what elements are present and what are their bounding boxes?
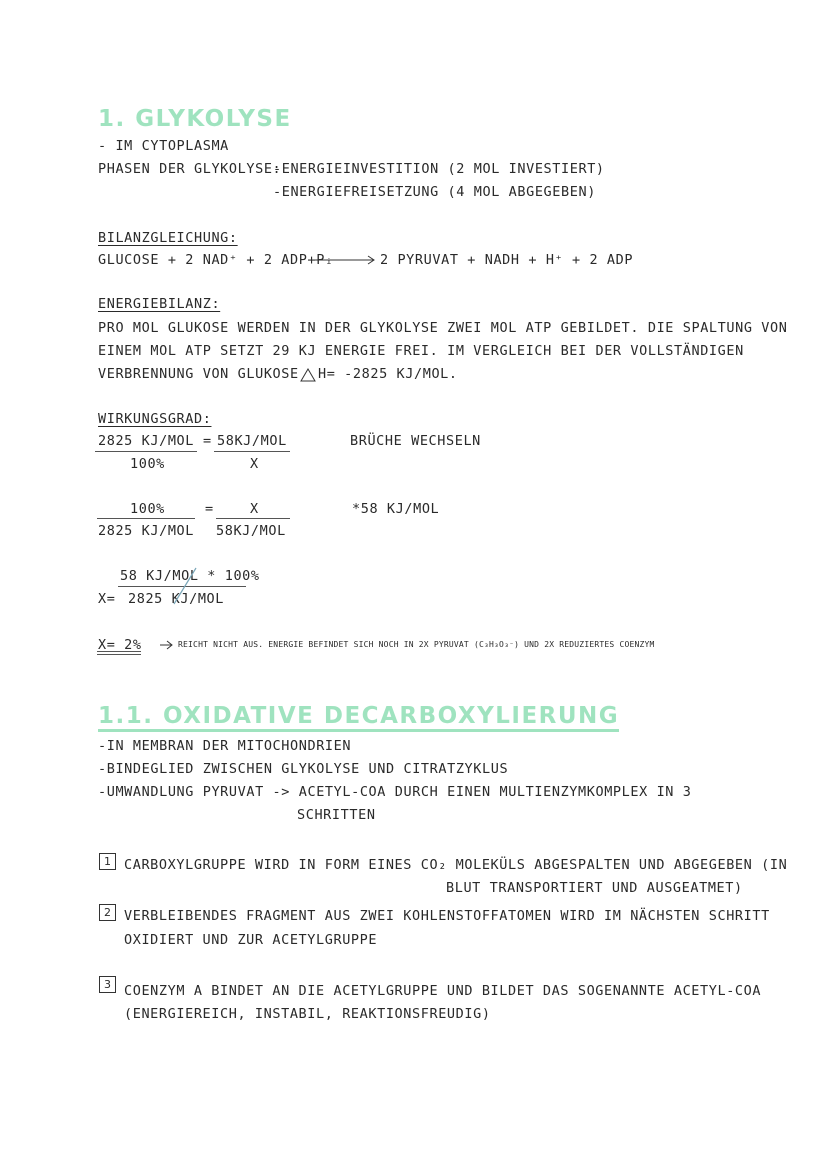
delta-triangle-icon — [300, 368, 316, 382]
eq2-equals: = — [205, 501, 214, 517]
equation-left: GLUCOSE + 2 NAD⁺ + 2 ADP+Pᵢ — [98, 252, 334, 268]
text-bindeglied: -BINDEGLIED ZWISCHEN GLYKOLYSE UND CITRATZYKLUS — [98, 761, 509, 777]
result-arrow-icon — [160, 640, 174, 650]
heading-wirkungsgrad: WIRKUNGSGRAD: — [98, 411, 212, 427]
eq1-fraction-bar-right — [214, 451, 290, 452]
eq2-fraction-bar-right — [216, 518, 290, 519]
cancel-strike-icon — [172, 566, 198, 606]
eq3-numerator: 58 KJ/MOL * 100% — [120, 568, 260, 584]
eq1-numerator-right: 58KJ/MOL — [217, 433, 287, 449]
section-title-glykolyse: 1. GLYKOLYSE — [98, 106, 292, 132]
eq1-equals: = — [203, 433, 212, 449]
eq2-fraction-bar-left — [97, 518, 195, 519]
text-phasen-label: PHASEN DER GLYKOLYSE: — [98, 161, 282, 177]
result-note: REICHT NICHT AUS. ENERGIE BEFINDET SICH NOCH IN 2X PYRUVAT (C₃H₃O₃⁻) UND 2X REDUZIERTES COENZYM — [178, 640, 655, 649]
eq1-denominator-left: 100% — [130, 456, 165, 472]
eq3-denominator: 2825 KJ/MOL — [128, 591, 225, 607]
text-energie-1: PRO MOL GLUKOSE WERDEN IN DER GLYKOLYSE ZWEI MOL ATP GEBILDET. DIE SPALTUNG VON — [98, 320, 788, 336]
step-2-line-2: OXIDIERT UND ZUR ACETYLGRUPPE — [124, 932, 378, 948]
section-title-decarboxylierung: 1.1. OXIDATIVE DECARBOXYLIERUNG — [98, 703, 619, 732]
step-1-line-1: CARBOXYLGRUPPE WIRD IN FORM EINES CO₂ MOLEKÜLS ABGESPALTEN UND ABGEGEBEN (IN — [124, 857, 788, 873]
step-3-number: 3 — [99, 976, 116, 993]
result-underline-2 — [97, 654, 141, 655]
step-3-line-2: (ENERGIEREICH, INSTABIL, REAKTIONSFREUDIG) — [124, 1006, 491, 1022]
eq1-denominator-right: X — [250, 456, 259, 472]
text-umwandlung-cont: SCHRITTEN — [297, 807, 376, 823]
note-multiply: *58 KJ/MOL — [352, 501, 440, 517]
reaction-arrow-icon — [308, 255, 378, 265]
eq2-numerator-left: 100% — [130, 501, 165, 517]
equation-right: 2 PYRUVAT + NADH + H⁺ + 2 ADP — [380, 252, 634, 268]
step-3-line-1: COENZYM A BINDET AN DIE ACETYLGRUPPE UND BILDET DAS SOGENANNTE ACETYL-COA — [124, 983, 762, 999]
heading-energiebilanz: ENERGIEBILANZ: — [98, 296, 221, 312]
step-2-number: 2 — [99, 904, 116, 921]
step-1-number: 1 — [99, 853, 116, 870]
eq2-denominator-left: 2825 KJ/MOL — [98, 523, 195, 539]
step-2-line-1: VERBLEIBENDES FRAGMENT AUS ZWEI KOHLENSTOFFATOMEN WIRD IM NÄCHSTEN SCHRITT — [124, 908, 770, 924]
heading-bilanzgleichung: BILANZGLEICHUNG: — [98, 230, 238, 246]
text-phase-1: -ENERGIEINVESTITION (2 MOL INVESTIERT) — [273, 161, 605, 177]
eq2-numerator-right: X — [250, 501, 259, 517]
text-membran: -IN MEMBRAN DER MITOCHONDRIEN — [98, 738, 352, 754]
text-phase-2: -ENERGIEFREISETZUNG (4 MOL ABGEGEBEN) — [273, 184, 596, 200]
note-brueche-wechseln: BRÜCHE WECHSELN — [350, 433, 481, 449]
eq1-fraction-bar-left — [95, 451, 197, 452]
text-energie-2: EINEM MOL ATP SETZT 29 KJ ENERGIE FREI. IM VERGLEICH BEI DER VOLLSTÄNDIGEN — [98, 343, 744, 359]
eq2-denominator-right: 58KJ/MOL — [216, 523, 286, 539]
eq3-x-label: X= — [98, 591, 116, 607]
eq1-numerator-left: 2825 KJ/MOL — [98, 433, 195, 449]
result-value: X= 2% — [98, 637, 142, 653]
text-cytoplasma: - IM CYTOPLASMA — [98, 138, 229, 154]
text-energie-3a: VERBRENNUNG VON GLUKOSE — [98, 366, 299, 382]
result-underline-1 — [97, 651, 141, 652]
step-1-line-2: BLUT TRANSPORTIERT UND AUSGEATMET) — [446, 880, 743, 896]
text-umwandlung: -UMWANDLUNG PYRUVAT -> ACETYL-COA DURCH EINEN MULTIENZYMKOMPLEX IN 3 — [98, 784, 692, 800]
text-energie-3b: H= -2825 KJ/MOL. — [318, 366, 458, 382]
